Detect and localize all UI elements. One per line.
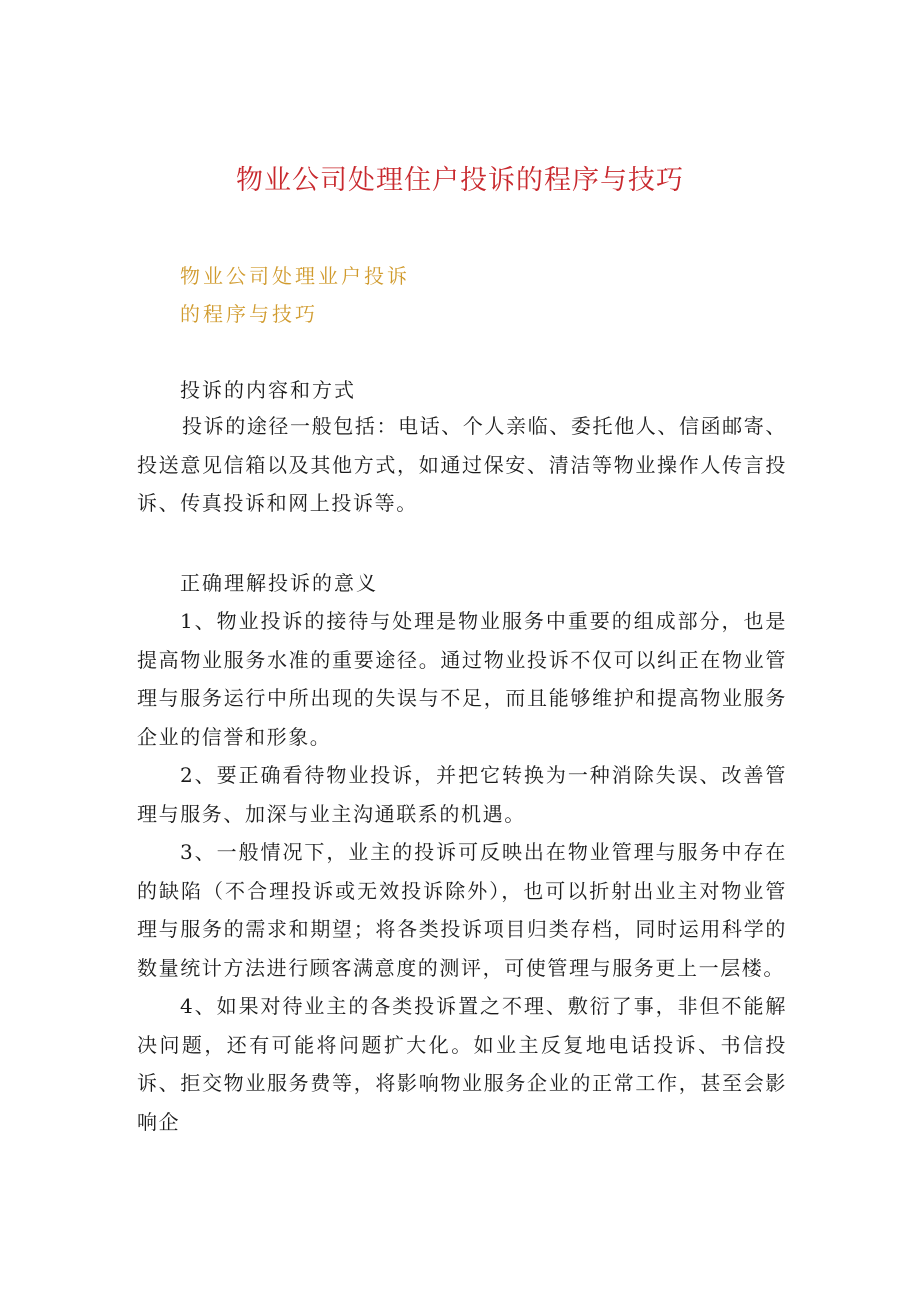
section-heading: 正确理解投诉的意义 <box>180 571 378 595</box>
paragraph: 1、物业投诉的接待与处理是物业服务中重要的组成部分，也是提高物业服务水准的重要途径。通过物业投诉不仅可以纠正在物业管理与服务运行中所出现的失误与不足，而且能够维护和提高物业服务企业的信誉和形象。 <box>137 609 787 749</box>
paragraph: 投诉的途径一般包括：电话、个人亲临、委托他人、信函邮寄、投送意见信箱以及其他方式，如通过保安、清洁等物业操作人传言投诉、传真投诉和网上投诉等。 <box>137 414 787 515</box>
paragraph: 3、一般情况下，业主的投诉可反映出在物业管理与服务中存在的缺陷（不合理投诉或无效投诉除外），也可以折射出业主对物业管理与服务的需求和期望；将各类投诉项目归类存档，同时运用科学的数量统计方法进行顾客满意度的测评，可使管理与服务更上一层楼。 <box>137 840 787 980</box>
section-body <box>137 602 787 1141</box>
section-heading: 投诉的内容和方式 <box>180 378 356 402</box>
document-title: 物业公司处理住户投诉的程序与技巧 <box>236 165 684 196</box>
subtitle-line: 的程序与技巧 <box>180 302 318 326</box>
section-body <box>137 407 787 523</box>
paragraph: 2、要正确看待物业投诉，并把它转换为一种消除失误、改善管理与服务、加深与业主沟通联系的机遇。 <box>137 763 787 826</box>
paragraph: 4、如果对待业主的各类投诉置之不理、敷衍了事，非但不能解决问题，还有可能将问题扩大化。如业主反复地电话投诉、书信投诉、拒交物业服务费等，将影响物业服务企业的正常工作，甚至会影响企 <box>137 994 787 1134</box>
document-subtitle <box>180 257 410 333</box>
subtitle-line: 物业公司处理业户投诉 <box>180 264 410 288</box>
